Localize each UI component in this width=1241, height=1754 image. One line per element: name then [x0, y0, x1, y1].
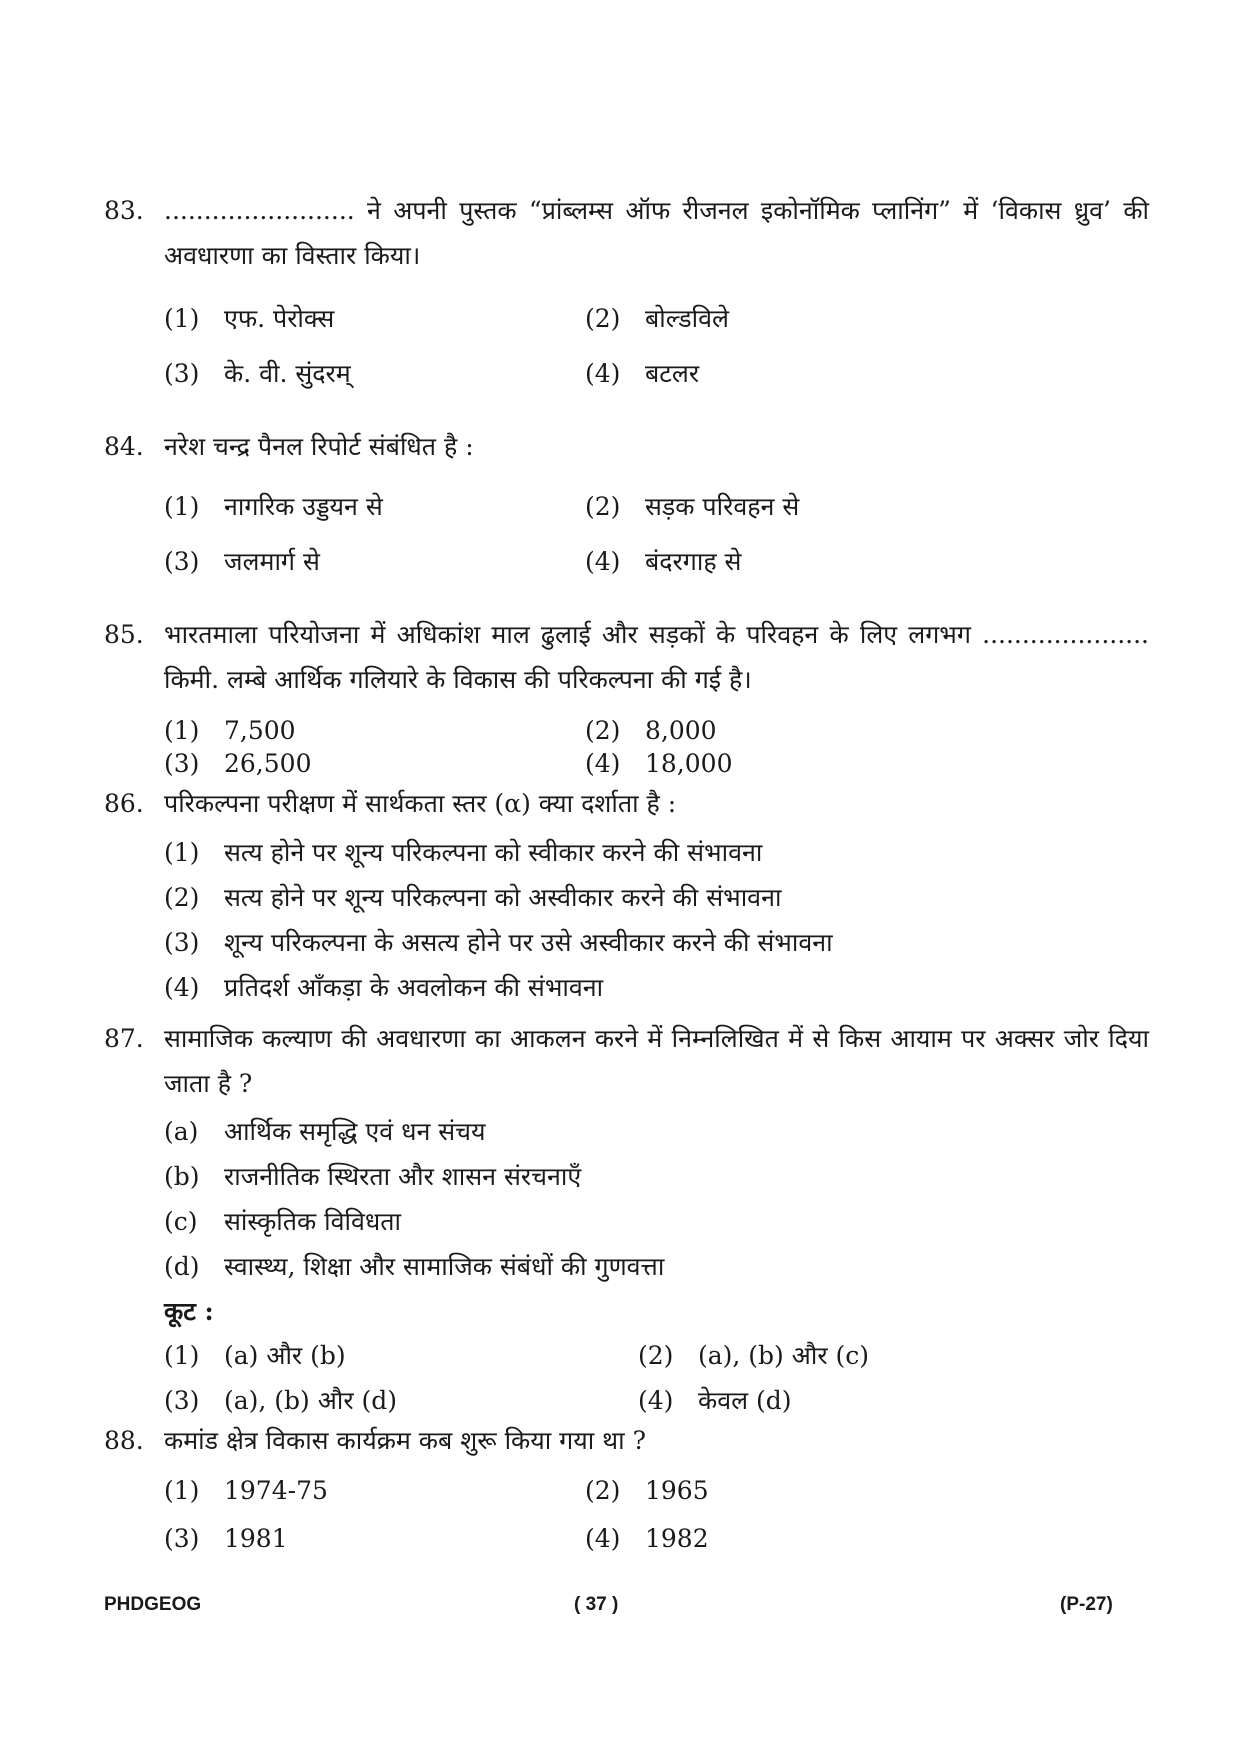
- option-84-3: [164, 545, 320, 579]
- option-text: 1974-75: [224, 1476, 328, 1505]
- option-number: (4): [585, 547, 621, 576]
- option-text: 7,500: [224, 716, 296, 745]
- question-88: [104, 1418, 1149, 1463]
- question-text: ........................ ने अपनी पुस्तक “प्रांब्लम्स ऑफ रीजनल इकोनॉमिक प्लानिंग” में ‘विकास ध्रुव’ की अवधारणा का विस्तार किया।: [164, 196, 1149, 270]
- item-87-c: [164, 1205, 401, 1239]
- option-85-3: [164, 747, 311, 781]
- option-number: (2): [164, 883, 200, 912]
- option-text: (a) और (b): [224, 1341, 346, 1370]
- option-86-2: [164, 881, 781, 915]
- option-number: (4): [585, 359, 621, 388]
- option-number: (1): [164, 1476, 200, 1505]
- footer-course-code: PHDGEOG: [104, 1594, 202, 1615]
- option-number: (2): [585, 716, 621, 745]
- option-text: एफ. पेरोक्स: [224, 304, 335, 333]
- option-84-4: [585, 545, 741, 579]
- option-text: शून्य परिकल्पना के असत्य होने पर उसे अस्वीकार करने की संभावना: [224, 928, 833, 957]
- option-text: 26,500: [224, 749, 312, 778]
- option-number: (4): [585, 1524, 621, 1553]
- footer-booklet-code: (P-27): [1060, 1594, 1113, 1615]
- question-84: [104, 424, 1149, 469]
- option-text: (a), (b) और (c): [698, 1341, 870, 1370]
- question-number: 88.: [104, 1426, 144, 1455]
- option-text: जलमार्ग से: [224, 547, 320, 576]
- option-86-3: [164, 926, 833, 960]
- option-text: बटलर: [645, 359, 700, 388]
- question-number: 87.: [104, 1024, 144, 1053]
- item-text: राजनीतिक स्थिरता और शासन संरचनाएँ: [224, 1162, 582, 1191]
- footer-page-number: ( 37 ): [574, 1594, 619, 1615]
- option-text: 1965: [645, 1476, 709, 1505]
- option-number: (1): [164, 1341, 200, 1370]
- option-88-2: [585, 1474, 709, 1508]
- option-86-1: [164, 836, 762, 870]
- item-text: सांस्कृतिक विविधता: [224, 1207, 402, 1236]
- question-text: कमांड क्षेत्र विकास कार्यक्रम कब शुरू किया गया था ?: [164, 1426, 646, 1455]
- option-text: नागरिक उड्डयन से: [224, 492, 383, 521]
- option-text: 1982: [645, 1524, 709, 1553]
- option-number: (4): [164, 973, 200, 1002]
- option-text: सत्य होने पर शून्य परिकल्पना को अस्वीकार करने की संभावना: [224, 883, 782, 912]
- option-text: सड़क परिवहन से: [645, 492, 800, 521]
- option-text: 18,000: [645, 749, 733, 778]
- option-84-2: [585, 490, 799, 524]
- option-number: (3): [164, 1386, 200, 1415]
- option-83-4: [585, 357, 699, 391]
- question-text: परिकल्पना परीक्षण में सार्थकता स्तर (α) क्या दर्शाता है :: [164, 789, 677, 818]
- option-number: (4): [585, 749, 621, 778]
- question-number: 83.: [104, 196, 144, 225]
- question-text: सामाजिक कल्याण की अवधारणा का आकलन करने में निम्नलिखित में से किस आयाम पर अक्सर जोर दिया जाता है ?: [164, 1024, 1149, 1098]
- item-letter: (c): [164, 1207, 198, 1236]
- question-83: [104, 188, 1149, 278]
- option-number: (4): [638, 1386, 674, 1415]
- option-88-4: [585, 1522, 709, 1556]
- item-87-b: [164, 1160, 581, 1194]
- item-letter: (d): [164, 1252, 200, 1281]
- item-letter: (a): [164, 1117, 199, 1146]
- question-85: [104, 612, 1149, 702]
- option-86-4: [164, 971, 603, 1005]
- option-87-3: [164, 1384, 397, 1418]
- option-number: (1): [164, 716, 200, 745]
- item-87-a: [164, 1115, 486, 1149]
- option-88-3: [164, 1522, 288, 1556]
- question-number: 84.: [104, 432, 144, 461]
- option-number: (2): [638, 1341, 674, 1370]
- option-87-2: [638, 1339, 869, 1373]
- item-text: आर्थिक समृद्धि एवं धन संचय: [224, 1117, 486, 1146]
- question-number: 85.: [104, 620, 144, 649]
- option-text: (a), (b) और (d): [224, 1386, 398, 1415]
- question-text: नरेश चन्द्र पैनल रिपोर्ट संबंधित है :: [164, 432, 474, 461]
- question-text: भारतमाला परियोजना में अधिकांश माल ढुलाई और सड़कों के परिवहन के लिए लगभग ..................... किमी. लम्बे आर्थिक गलियारे के विकास की परिकल्पना की गई है।: [164, 620, 1149, 694]
- item-87-d: [164, 1250, 664, 1284]
- option-number: (3): [164, 928, 200, 957]
- option-number: (2): [585, 492, 621, 521]
- option-text: सत्य होने पर शून्य परिकल्पना को स्वीकार करने की संभावना: [224, 838, 763, 867]
- option-number: (1): [164, 304, 200, 333]
- option-number: (3): [164, 749, 200, 778]
- option-number: (1): [164, 492, 200, 521]
- item-letter: (b): [164, 1162, 200, 1191]
- option-87-1: [164, 1339, 346, 1373]
- option-text: बंदरगाह से: [645, 547, 742, 576]
- option-number: (3): [164, 359, 200, 388]
- option-text: बोल्डविले: [645, 304, 729, 333]
- option-number: (3): [164, 1524, 200, 1553]
- question-87: [104, 1016, 1149, 1106]
- option-85-1: [164, 714, 296, 748]
- option-text: के. वी. सुंदरम्: [224, 359, 351, 388]
- option-83-3: [164, 357, 351, 391]
- option-text: प्रतिदर्श आँकड़ा के अवलोकन की संभावना: [224, 973, 604, 1002]
- option-83-2: [585, 302, 729, 336]
- option-text: 1981: [224, 1524, 288, 1553]
- option-number: (2): [585, 304, 621, 333]
- option-84-1: [164, 490, 383, 524]
- option-number: (2): [585, 1476, 621, 1505]
- option-text: 8,000: [645, 716, 717, 745]
- question-number: 86.: [104, 789, 144, 818]
- option-88-1: [164, 1474, 328, 1508]
- option-number: (1): [164, 838, 200, 867]
- option-85-2: [585, 714, 717, 748]
- question-86: [104, 781, 1149, 826]
- code-label: कूट :: [164, 1297, 214, 1326]
- option-number: (3): [164, 547, 200, 576]
- option-87-4: [638, 1384, 792, 1418]
- option-85-4: [585, 747, 732, 781]
- option-text: केवल (d): [698, 1386, 792, 1415]
- item-text: स्वास्थ्य, शिक्षा और सामाजिक संबंधों की गुणवत्ता: [224, 1252, 665, 1281]
- option-83-1: [164, 302, 334, 336]
